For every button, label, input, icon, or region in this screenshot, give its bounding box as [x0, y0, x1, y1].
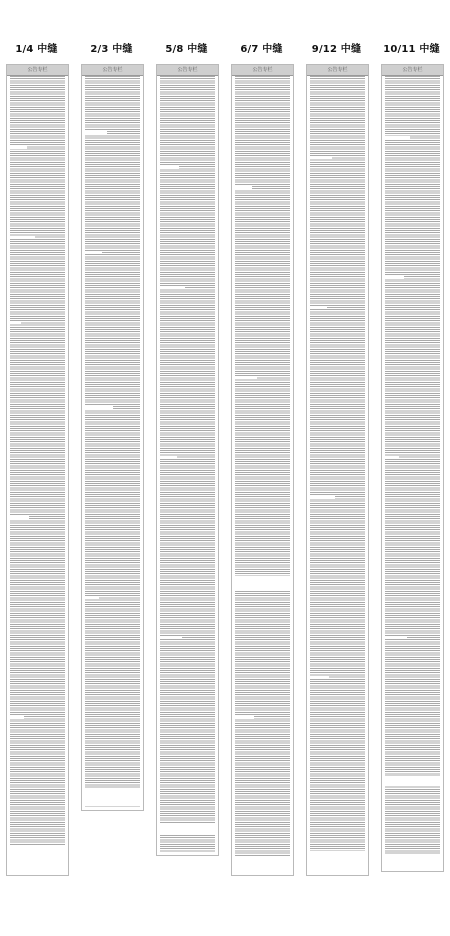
- notice-text-block: [160, 76, 215, 852]
- paragraph-break: [235, 376, 257, 379]
- column-title: 5/8 中缝: [165, 44, 208, 55]
- paragraph-break: [160, 636, 182, 639]
- column-title: 10/11 中缝: [383, 44, 440, 55]
- column-title: 9/12 中缝: [311, 44, 362, 55]
- paragraph-break: [310, 306, 327, 309]
- section-gap: [385, 776, 440, 786]
- paragraph-break: [160, 456, 177, 459]
- notice-strip: [6, 64, 69, 876]
- paragraph-break: [235, 716, 254, 719]
- strip-header: 公告专栏: [82, 65, 143, 76]
- notice-text-block: [85, 76, 140, 807]
- notice-tail-space: [310, 851, 365, 872]
- strip-header: 公告专栏: [382, 65, 443, 76]
- paragraph-break: [160, 166, 179, 169]
- column-title: 1/4 中缝: [15, 44, 58, 55]
- strip-header: 公告专栏: [7, 65, 68, 76]
- notice-text-block: [385, 76, 440, 868]
- notice-tail-space: [160, 824, 215, 834]
- strip-header: 公告专栏: [232, 65, 293, 76]
- notice-text-block: [10, 76, 65, 872]
- notice-tail-space: [235, 856, 290, 872]
- paragraph-break: [10, 321, 21, 324]
- paragraph-break: [385, 456, 399, 459]
- notice-tail-space: [10, 846, 65, 872]
- notice-tail-space: [385, 854, 440, 868]
- paragraph-break: [385, 276, 404, 279]
- notice-text-block: [310, 76, 365, 872]
- paragraph-break: [85, 406, 113, 409]
- strip-header: 公告专栏: [157, 65, 218, 76]
- notice-strip: [306, 64, 369, 876]
- column-title: 2/3 中缝: [90, 44, 133, 55]
- paragraph-break: [10, 146, 27, 149]
- paragraph-break: [310, 496, 335, 499]
- paragraph-break: [10, 516, 29, 519]
- notice-strip: [381, 64, 444, 872]
- notice-tail-space: [85, 788, 140, 806]
- paragraph-break: [310, 156, 332, 159]
- notice-strip: [156, 64, 219, 856]
- column-title: 6/7 中缝: [240, 44, 283, 55]
- paragraph-break: [85, 596, 99, 599]
- section-gap: [235, 576, 290, 590]
- paragraph-break: [160, 286, 185, 289]
- paragraph-break: [85, 131, 107, 134]
- paragraph-break: [385, 136, 410, 139]
- paragraph-break: [10, 236, 35, 239]
- strip-header: 公告专栏: [307, 65, 368, 76]
- notice-text-block: [235, 76, 290, 872]
- notice-strip: [231, 64, 294, 876]
- paragraph-break: [310, 676, 329, 679]
- paragraph-break: [235, 186, 252, 189]
- notice-strip: [81, 64, 144, 811]
- paragraph-break: [385, 636, 407, 639]
- paragraph-break: [85, 251, 102, 254]
- paragraph-break: [10, 716, 24, 719]
